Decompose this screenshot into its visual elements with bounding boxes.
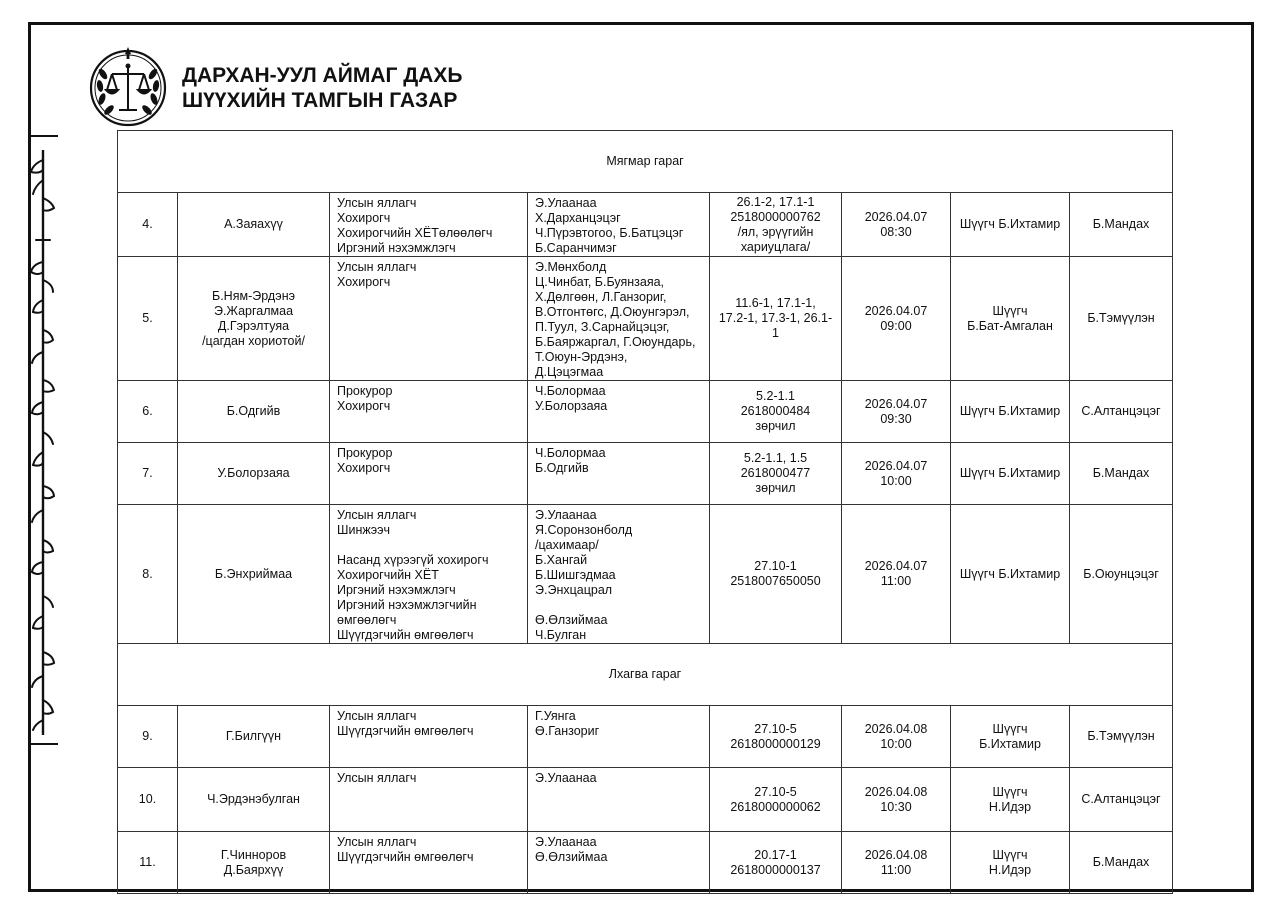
defendant-name: Ч.Эрдэнэбулган xyxy=(178,768,330,832)
article-case-number: 27.10-5 2618000000062 xyxy=(710,768,842,832)
role-line: Иргэний нэхэмжлэгч xyxy=(337,583,456,597)
article-case-number: 5.2-1.1, 1.5 2618000477 зөрчил xyxy=(710,443,842,505)
participant-line: Э.Улаанаа xyxy=(535,835,597,849)
participant-roles xyxy=(330,768,528,832)
article-case-number: 26.1-2, 17.1-1 2518000000762 /ял, эрүүгийн хариуцлага/ xyxy=(710,193,842,257)
hearing-datetime: 2026.04.08 10:00 xyxy=(842,706,951,768)
blank-line xyxy=(337,538,521,553)
defendant-name: Б.Одгийв xyxy=(178,381,330,443)
participant-names xyxy=(528,257,710,381)
participant-roles xyxy=(330,832,528,894)
role-line: өмгөөлөгч xyxy=(337,613,397,627)
defendant-name: Г.Чинноров Д.Баярхүү xyxy=(178,832,330,894)
role-line: Улсын яллагч xyxy=(337,260,417,274)
participant-line: Ө.Ганзориг xyxy=(535,724,600,738)
role-line: Улсын яллагч xyxy=(337,508,417,522)
participant-line: Б.Баяржаргал, Г.Оюундарь, xyxy=(535,335,696,349)
clerk-name: Б.Мандах xyxy=(1070,193,1173,257)
table-row xyxy=(118,443,1173,505)
header-line-2: ШҮҮХИЙН ТАМГЫН ГАЗАР xyxy=(182,89,458,112)
participant-line: Ч.Болормаа xyxy=(535,384,606,398)
participant-names xyxy=(528,832,710,894)
participant-names xyxy=(528,505,710,644)
case-number: 7. xyxy=(118,443,178,505)
role-line: Иргэний нэхэмжлэгчийн xyxy=(337,598,477,612)
clerk-name: Б.Мандах xyxy=(1070,832,1173,894)
clerk-name: Б.Тэмүүлэн xyxy=(1070,257,1173,381)
role-line: Шүүгдэгчийн өмгөөлөгч xyxy=(337,628,474,642)
participant-line: Т.Оюун-Эрдэнэ, xyxy=(535,350,628,364)
role-line: Хохирогч xyxy=(337,399,391,413)
participant-line: Ө.Өлзиймаа xyxy=(535,850,608,864)
participant-line: Ч.Болормаа xyxy=(535,446,606,460)
role-line: Насанд хүрээгүй хохирогч xyxy=(337,553,489,567)
participant-line: Б.Одгийв xyxy=(535,461,589,475)
blank-line xyxy=(535,598,703,613)
role-line: Шүүгдэгчийн өмгөөлөгч xyxy=(337,850,474,864)
participant-line: Ч.Булган xyxy=(535,628,587,642)
table-row xyxy=(118,257,1173,381)
participant-line: У.Болорзаяа xyxy=(535,399,608,413)
judge-name: Шүүгч Н.Идэр xyxy=(951,768,1070,832)
hearing-datetime: 2026.04.07 09:30 xyxy=(842,381,951,443)
role-line: Хохирогч xyxy=(337,461,391,475)
role-line: Прокурор xyxy=(337,384,393,398)
role-line: Улсын яллагч xyxy=(337,709,417,723)
table-row xyxy=(118,768,1173,832)
article-case-number: 27.10-5 2618000000129 xyxy=(710,706,842,768)
hearing-datetime: 2026.04.08 11:00 xyxy=(842,832,951,894)
participant-line: /цахимаар/ xyxy=(535,538,599,552)
judge-name: Шүүгч Б.Ихтамир xyxy=(951,505,1070,644)
day-header-row xyxy=(118,131,1173,193)
participant-line: Э.Улаанаа xyxy=(535,508,597,522)
case-number: 10. xyxy=(118,768,178,832)
clerk-name: Б.Оюунцэцэг xyxy=(1070,505,1173,644)
clerk-name: Б.Тэмүүлэн xyxy=(1070,706,1173,768)
court-emblem xyxy=(88,44,168,130)
participant-names xyxy=(528,768,710,832)
hearing-datetime: 2026.04.07 11:00 xyxy=(842,505,951,644)
article-case-number: 20.17-1 2618000000137 xyxy=(710,832,842,894)
participant-line: Х.Дарханцэцэг xyxy=(535,211,621,225)
case-number: 6. xyxy=(118,381,178,443)
role-line: Улсын яллагч xyxy=(337,835,417,849)
participant-line: Ө.Өлзиймаа xyxy=(535,613,608,627)
participant-roles xyxy=(330,443,528,505)
participant-line: Э.Энхцацрал xyxy=(535,583,613,597)
participant-line: П.Туул, З.Сарнайцэцэг, xyxy=(535,320,670,334)
hearing-datetime: 2026.04.07 09:00 xyxy=(842,257,951,381)
table-row xyxy=(118,193,1173,257)
day-label: Мягмар гараг xyxy=(118,131,1173,193)
participant-line: Я.Соронзонболд xyxy=(535,523,633,537)
hearing-datetime: 2026.04.08 10:30 xyxy=(842,768,951,832)
table-row xyxy=(118,381,1173,443)
participant-names xyxy=(528,706,710,768)
case-number: 8. xyxy=(118,505,178,644)
role-line: Хохирогч xyxy=(337,275,391,289)
judge-name: Шүүгч Б.Ихтамир xyxy=(951,706,1070,768)
judge-name: Шүүгч Б.Ихтамир xyxy=(951,193,1070,257)
defendant-name: Г.Билгүүн xyxy=(178,706,330,768)
participant-roles xyxy=(330,706,528,768)
participant-line: Э.Мөнхболд xyxy=(535,260,607,274)
role-line: Хохирогчийн ХЁТ xyxy=(337,568,439,582)
day-header-row xyxy=(118,644,1173,706)
table-row xyxy=(118,505,1173,644)
participant-roles xyxy=(330,381,528,443)
role-line: Шинжээч xyxy=(337,523,390,537)
article-case-number: 5.2-1.1 2618000484 зөрчил xyxy=(710,381,842,443)
participant-line: Ц.Чинбат, Б.Буянзаяа, xyxy=(535,275,665,289)
role-line: Хохирогч xyxy=(337,211,391,225)
participant-names xyxy=(528,193,710,257)
court-name-header xyxy=(182,63,462,113)
participant-names xyxy=(528,443,710,505)
article-case-number: 11.6-1, 17.1-1, 17.2-1, 17.3-1, 26.1- 1 xyxy=(710,257,842,381)
participant-line: Г.Уянга xyxy=(535,709,576,723)
case-number: 9. xyxy=(118,706,178,768)
defendant-name: Б.Энхриймаа xyxy=(178,505,330,644)
participant-roles xyxy=(330,193,528,257)
hearing-datetime: 2026.04.07 10:00 xyxy=(842,443,951,505)
role-line: Хохирогчийн ХЁТөлөөлөгч xyxy=(337,226,493,240)
judge-name: Шүүгч Н.Идэр xyxy=(951,832,1070,894)
participant-names xyxy=(528,381,710,443)
day-label: Лхагва гараг xyxy=(118,644,1173,706)
article-case-number: 27.10-1 2518007650050 xyxy=(710,505,842,644)
participant-line: Б.Хангай xyxy=(535,553,588,567)
judge-name: Шүүгч Б.Ихтамир xyxy=(951,443,1070,505)
participant-line: Ч.Пүрэвтогоо, Б.Батцэцэг xyxy=(535,226,684,240)
judge-name: Шүүгч Б.Бат-Амгалан xyxy=(951,257,1070,381)
participant-line: Б.Шишгэдмаа xyxy=(535,568,616,582)
judge-name: Шүүгч Б.Ихтамир xyxy=(951,381,1070,443)
case-number: 5. xyxy=(118,257,178,381)
participant-line: Д.Цэцэгмаа xyxy=(535,365,604,379)
role-line: Прокурор xyxy=(337,446,393,460)
participant-roles xyxy=(330,505,528,644)
table-row xyxy=(118,832,1173,894)
role-line: Улсын яллагч xyxy=(337,771,417,785)
participant-line: В.Отгонтөгс, Д.Оюунгэрэл, xyxy=(535,305,690,319)
header-line-1: ДАРХАН-УУЛ АЙМАГ ДАХЬ xyxy=(182,64,463,87)
clerk-name: С.Алтанцэцэг xyxy=(1070,381,1173,443)
participant-line: Х.Дөлгөөн, Л.Ганзориг, xyxy=(535,290,667,304)
defendant-name: А.Заяахүү xyxy=(178,193,330,257)
clerk-name: С.Алтанцэцэг xyxy=(1070,768,1173,832)
participant-line: Э.Улаанаа xyxy=(535,196,597,210)
role-line: Улсын яллагч xyxy=(337,196,417,210)
participant-line: Э.Улаанаа xyxy=(535,771,597,785)
role-line: Иргэний нэхэмжлэгч xyxy=(337,241,456,255)
clerk-name: Б.Мандах xyxy=(1070,443,1173,505)
case-number: 4. xyxy=(118,193,178,257)
table-row xyxy=(118,706,1173,768)
defendant-name: У.Болорзаяа xyxy=(178,443,330,505)
hearing-schedule-table xyxy=(117,130,1173,894)
case-number: 11. xyxy=(118,832,178,894)
participant-roles xyxy=(330,257,528,381)
defendant-name: Б.Ням-Эрдэнэ Э.Жаргалмаа Д.Гэрэлтуяа /цагдан хориотой/ xyxy=(178,257,330,381)
participant-line: Б.Саранчимэг xyxy=(535,241,617,255)
hearing-datetime: 2026.04.07 08:30 xyxy=(842,193,951,257)
role-line: Шүүгдэгчийн өмгөөлөгч xyxy=(337,724,474,738)
